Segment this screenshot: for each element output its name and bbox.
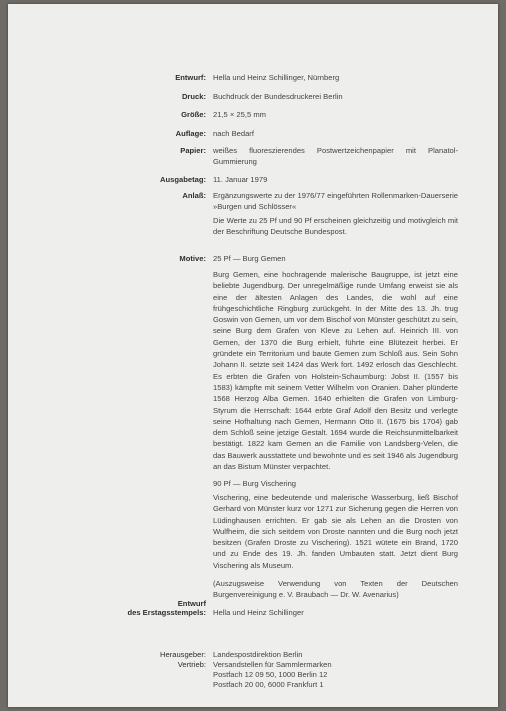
motive-title: 25 Pf — Burg Gemen — [213, 254, 286, 263]
field-value: Hella und Heinz Schillinger, Nürnberg — [213, 73, 340, 82]
field-label: Entwurf — [177, 599, 206, 608]
source-note: (Auszugsweise Verwendung von Texten der Deutschen Burgenvereinigung e. V. Braubach — Dr. W. Avenarius) — [213, 579, 458, 600]
field-value: weißes fluoreszierendes Postwertzeichenpapier mit Planatol-Gummierung — [213, 146, 458, 166]
field-value: 11. Januar 1979 — [213, 175, 268, 184]
field-label: des Erstagsstempels: — [127, 608, 206, 617]
field-value: Hella und Heinz Schillinger — [213, 608, 304, 617]
motive-title: 90 Pf — Burg Vischering — [213, 479, 297, 488]
address-line: Postfach 20 00, 6000 Frankfurt 1 — [213, 680, 324, 689]
field-label: Herausgeber: — [159, 650, 206, 659]
field-label: Druck: — [181, 92, 206, 101]
field-label: Motive: — [179, 254, 206, 263]
field-label: Größe: — [181, 110, 206, 119]
field-value: Versandstellen für Sammlermarken — [213, 660, 332, 669]
field-label: Ausgabetag: — [160, 175, 206, 184]
field-label: Papier: — [180, 146, 206, 155]
field-value: Buchdruck der Bundesdruckerei Berlin — [213, 92, 343, 101]
field-label: Anlaß: — [182, 191, 206, 200]
field-value: Ergänzungswerte zu der 1976/77 eingeführten Rollenmarken-Dauerserie »Burgen und Schlösser« — [213, 191, 458, 211]
field-label: Vertrieb: — [177, 660, 206, 669]
address-line: Postfach 12 09 50, 1000 Berlin 12 — [213, 670, 328, 679]
field-label: Auflage: — [175, 129, 206, 138]
document-sheet — [8, 4, 498, 707]
field-value: nach Bedarf — [213, 129, 254, 138]
field-label: Entwurf: — [175, 73, 206, 82]
field-value: Die Werte zu 25 Pf und 90 Pf erscheinen gleichzeitig und motivgleich mit der Beschriftung Deutsche Bundespost. — [213, 216, 458, 236]
field-value: 21,5 × 25,5 mm — [213, 110, 266, 119]
motive-text: Vischering, eine bedeutende und malerische Wasserburg, ließ Bischof Gerhard von Münster kurz vor 1271 zur Sicherung gegen die Herren von Lüdinghausen errichten. Er gab sie als Lehen an die Drosten von Wulfheim, die sich seitdem von Droste nannten und die Burg noch jetzt besitzen (Grafen Droste zu Vischering). 1521 wütete ein Brand, 1720 und zu Ende des 19. Jh. fanden Umbauten statt. Jetzt dient Burg Vischering als Museum. — [213, 493, 458, 570]
field-value: Landespostdirektion Berlin — [213, 650, 303, 659]
motive-text: Burg Gemen, eine hochragende malerische Baugruppe, ist jetzt eine beliebte Jugendburg. Der unregelmäßige runde Umfang erweist sie als eine der ältesten Anlagen des Landes, die wohl auf eine frühgeschichtliche Ringburg zurückgeht. In der Mitte des 13. Jh. trug Goswin von Gemen, um vor dem Bischof von Münster geschützt zu sein, seine Burg dem Grafen von Kleve zu Lehen auf. Heinrich III. von Gemen, der 1370 die Burg erhielt, führte eine Blütezeit herbei. Er gründete ein Territorium und baute Gemen zum Schloß aus. Sein Sohn Johann II. setzte seit 1424 das Werk fort. 1492 erlosch das Geschlecht. Es erbten die Grafen von Holstein-Schaumburg: Jobst II. (1557 bis 1583) kämpfte mit seinem Vetter Wilhelm von Oranien. Daher plünderte 1568 Herzog Alba Gemen. 1640 erhielten die Grafen von Limburg-Styrum die Herrschaft: 1644 erbte Graf Adolf den Besitz und verlegte seine Hofhaltung nach Gemen, Hermann Otto II. (1675 bis 1704) gab dem Schloß seine jetzige Gestalt. 1694 wurde die Reichsunmittelbarkeit bestätigt. 1822 kam Gemen an die Familie von Landsberg-Velen, die das Bauwerk ausstattete und bewohnte und es seit 1946 als Jugendburg an das Bistum Münster verpachtet. — [213, 270, 458, 472]
